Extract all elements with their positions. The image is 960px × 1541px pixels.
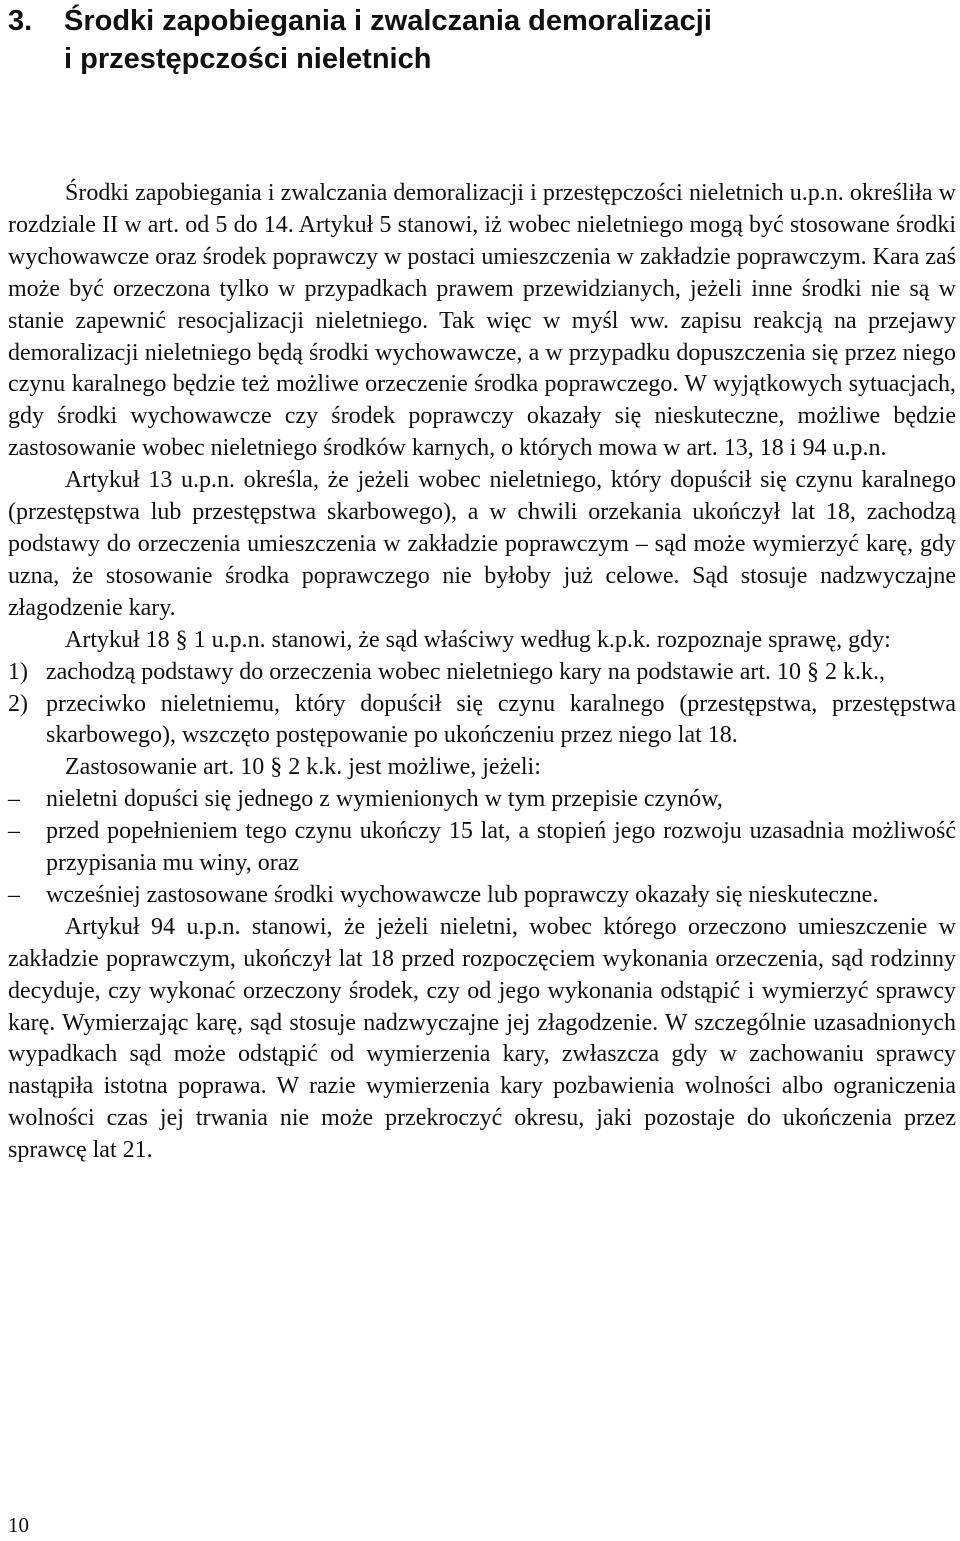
- section-title-line-2: i przestępczości nieletnich: [64, 43, 432, 75]
- section-title-line-1: Środki zapobiegania i zwalczania demoralizacji: [64, 5, 712, 37]
- list-item: [8, 657, 956, 689]
- list-item-text: przeciwko nieletniemu, który dopuścił się czynu karalnego (przestępstwa, przestępstwa skarbowego), wszczęto postępowanie po ukończeniu przez niego lat 18.: [46, 690, 956, 749]
- list-item: [8, 784, 956, 816]
- paragraph-intro: Środki zapobiegania i zwalczania demoralizacji i przestępczości nieletnich u.p.n. określiła w rozdziale II w art. od 5 do 14. Artykuł 5 stanowi, iż wobec nieletniego mogą być stosowane środki wychowawcze oraz środek poprawczy w postaci umieszczenia w zakładzie poprawczym. Kara zaś może być orzeczona tylko w przypadkach prawem przewidzianych, jeżeli inne środki nie są w stanie zapewnić resocjalizacji nieletniego. Tak więc w myśl ww. zapisu reakcją na przejawy demoralizacji nieletniego będą środki wychowawcze, a w przypadku dopuszczenia się przez niego czynu karalnego będzie też możliwe orzeczenie środka poprawczego. W wyjątkowych sytuacjach, gdy środki wychowawcze czy środek poprawczy okazały się nieskuteczne, możliwe będzie zastosowanie wobec nieletniego środków karnych, o których mowa w art. 13, 18 i 94 u.p.n.: [8, 180, 956, 462]
- page-number: 10: [8, 1513, 29, 1537]
- dash-marker: –: [8, 818, 20, 845]
- document-body: [8, 178, 956, 1167]
- paragraph-art-13: Artykuł 13 u.p.n. określa, że jeżeli wobec nieletniego, który dopuścił się czynu karalnego (przestępstwa lub przestępstwa skarbowego), a w chwili orzekania ukończył lat 18, zachodzą podstawy do orzeczenia umieszczenia w zakładzie poprawczym – sąd może wymierzyć karę, gdy uzna, że stosowanie środka poprawczego nie byłoby już celowe. Sąd stosuje nadzwyczajne złagodzenie kary.: [8, 467, 956, 621]
- dash-marker: –: [8, 881, 20, 908]
- list-item: [8, 816, 956, 880]
- list-item-text: wcześniej zastosowane środki wychowawcze lub poprawczy okazały się nieskuteczne.: [46, 881, 879, 908]
- section-number: 3.: [8, 5, 33, 37]
- list-item-text: zachodzą podstawy do orzeczenia wobec nieletniego kary na podstawie art. 10 § 2 k.k.,: [46, 658, 886, 685]
- paragraph-art-10: Zastosowanie art. 10 § 2 k.k. jest możliwe, jeżeli:: [65, 754, 541, 781]
- paragraph-art-18: Artykuł 18 § 1 u.p.n. stanowi, że sąd właściwy według k.p.k. rozpoznaje sprawę, gdy:: [65, 626, 891, 653]
- paragraph-art-94: Artykuł 94 u.p.n. stanowi, że jeżeli nieletni, wobec którego orzeczono umieszczenie w zakładzie poprawczym, ukończył lat 18 przed rozpoczęciem wykonania orzeczenia, sąd rodzinny decyduje, czy wykonać orzeczony środek, czy od jego wykonania odstąpić i wymierzyć sprawcy karę. Wymierzając karę, sąd stosuje nadzwyczajne jej złagodzenie. W szczególnie uzasadnionych wypadkach sąd może odstąpić od wymierzenia kary, zwłaszcza gdy w zachowaniu sprawcy nastąpiła istotna poprawa. W razie wymierzenia kary pozbawienia wolności albo ograniczenia wolności czas jej trwania nie może przekroczyć okresu, jaki pozostaje do ukończenia przez sprawcę lat 21.: [8, 913, 956, 1164]
- list-marker: 1): [8, 658, 28, 685]
- list-item-text: nieletni dopuści się jednego z wymienionych w tym przepisie czynów,: [46, 786, 723, 813]
- dash-marker: –: [8, 786, 20, 813]
- list-item-text: przed popełnieniem tego czynu ukończy 15 lat, a stopień jego rozwoju uzasadnia możliwość przypisania mu winy, oraz: [46, 818, 956, 877]
- list-item: [8, 689, 956, 753]
- list-marker: 2): [8, 690, 28, 717]
- list-item: [8, 880, 956, 912]
